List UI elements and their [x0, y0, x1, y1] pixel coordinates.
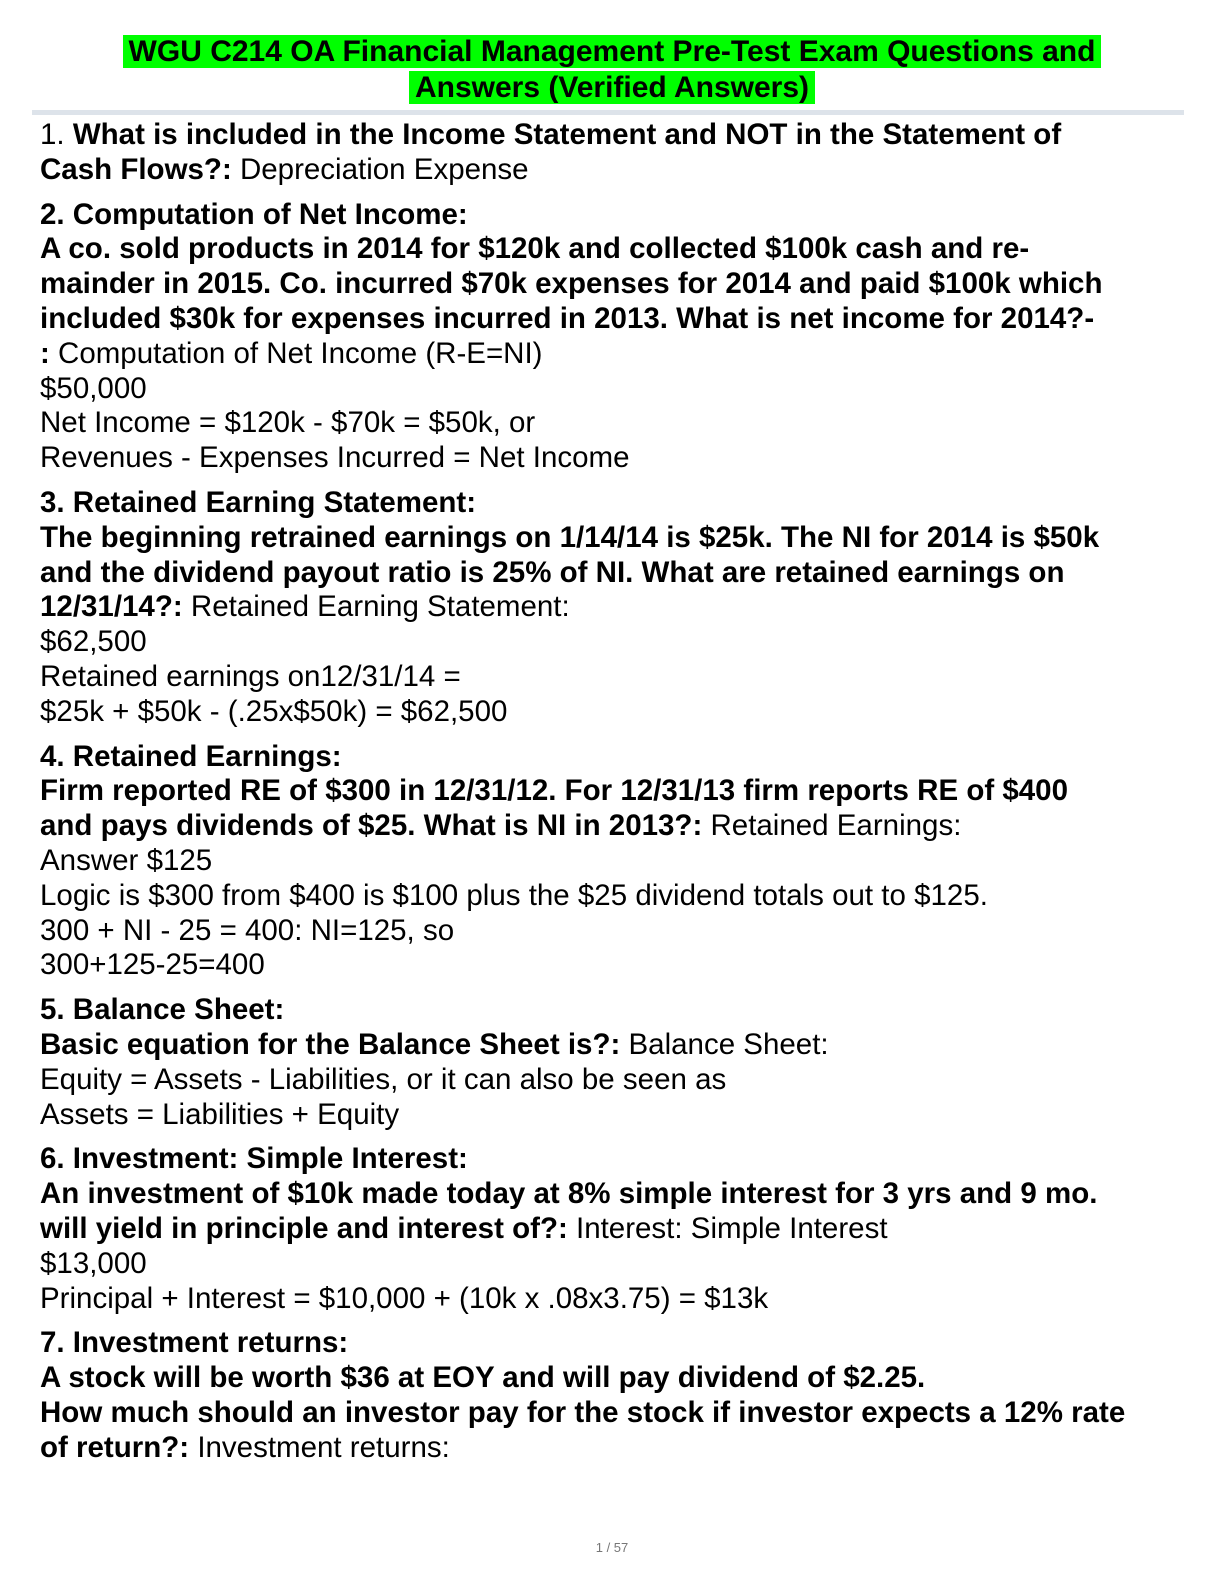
- qa-line: [40, 1326, 1184, 1361]
- question-text: included $30k for expenses incurred in 2013. What is net income for 2014?-: [40, 301, 1095, 335]
- answer-text: Interest: Simple Interest: [567, 1211, 888, 1245]
- question-text: A stock will be worth $36 at EOY and will pay dividend of $2.25.: [40, 1361, 926, 1395]
- question-list: [40, 118, 1184, 1475]
- qa-line: [40, 1098, 1184, 1133]
- answer-text: Investment returns:: [189, 1430, 450, 1464]
- qa-line: [40, 521, 1184, 556]
- qa-line: [40, 625, 1184, 660]
- qa-line: [40, 1282, 1184, 1317]
- qa-item: [40, 993, 1184, 1132]
- page-indicator: 1 / 57: [595, 1540, 629, 1555]
- answer-text: $25k + $50k - (.25x$50k) = $62,500: [40, 694, 508, 728]
- qa-item: [40, 118, 1184, 188]
- question-text: Firm reported RE of $300 in 12/31/12. For 12/31/13 firm reports RE of $400: [40, 774, 1068, 808]
- qa-line: [40, 993, 1184, 1028]
- answer-text: Principal + Interest = $10,000 + (10k x .08x3.75) = $13k: [40, 1281, 769, 1315]
- answer-text: Logic is $300 from $400 is $100 plus the $25 dividend totals out to $125.: [40, 878, 988, 912]
- document-title-line-1: WGU C214 OA Financial Management Pre-Test Exam Questions and: [123, 35, 1102, 68]
- qa-line: [40, 590, 1184, 625]
- question-text: An investment of $10k made today at 8% simple interest for 3 yrs and 9 mo.: [40, 1177, 1098, 1211]
- document-title: [40, 34, 1184, 106]
- question-text: Basic equation for the Balance Sheet is?:: [40, 1027, 621, 1061]
- qa-line: [40, 774, 1184, 809]
- answer-text: Retained Earning Statement:: [182, 590, 570, 624]
- qa-line: [40, 948, 1184, 983]
- question-text: of return?:: [40, 1430, 190, 1464]
- qa-line: [40, 302, 1184, 337]
- qa-line: [40, 153, 1184, 188]
- qa-line: [40, 809, 1184, 844]
- qa-item: [40, 486, 1184, 730]
- answer-text: Retained earnings on12/31/14 =: [40, 659, 461, 693]
- qa-item: [40, 1326, 1184, 1465]
- question-text: 12/31/14?:: [40, 590, 183, 624]
- qa-line: [40, 406, 1184, 441]
- qa-line: [40, 232, 1184, 267]
- answer-text: Net Income = $120k - $70k = $50k, or: [40, 406, 536, 440]
- answer-text: Computation of Net Income (R-E=NI): [49, 336, 543, 370]
- qa-line: [40, 267, 1184, 302]
- qa-line: [40, 372, 1184, 407]
- qa-line: [40, 1361, 1184, 1396]
- question-text: mainder in 2015. Co. incurred $70k expenses for 2014 and paid $100k which: [40, 267, 1103, 301]
- qa-line: [40, 1396, 1184, 1431]
- qa-line: [40, 1212, 1184, 1247]
- answer-text: $50,000: [40, 371, 147, 405]
- document-title-line-2: Answers (Verified Answers): [409, 71, 815, 104]
- qa-line: [40, 556, 1184, 591]
- qa-line: [40, 1431, 1184, 1466]
- qa-line: [40, 337, 1184, 372]
- answer-text: 300 + NI - 25 = 400: NI=125, so: [40, 913, 455, 947]
- question-text: and pays dividends of $25. What is NI in 2013?:: [40, 809, 703, 843]
- question-text: 6. Investment: Simple Interest:: [40, 1142, 468, 1176]
- question-text: 5. Balance Sheet:: [40, 993, 285, 1027]
- question-text: How much should an investor pay for the stock if investor expects a 12% rate: [40, 1395, 1126, 1429]
- answer-text: Revenues - Expenses Incurred = Net Income: [40, 441, 630, 475]
- answer-text: Assets = Liabilities + Equity: [40, 1097, 400, 1131]
- question-text: A co. sold products in 2014 for $120k and collected $100k cash and re-: [40, 232, 1030, 266]
- question-text: 2. Computation of Net Income:: [40, 197, 468, 231]
- answer-text: 1.: [40, 118, 73, 151]
- qa-line: [40, 914, 1184, 949]
- qa-line: [40, 695, 1184, 730]
- question-text: 7. Investment returns:: [40, 1326, 349, 1360]
- answer-text: $13,000: [40, 1246, 147, 1280]
- answer-text: Balance Sheet:: [620, 1027, 829, 1061]
- question-text: The beginning retrained earnings on 1/14/14 is $25k. The NI for 2014 is $50k: [40, 520, 1100, 554]
- qa-line: [40, 740, 1184, 775]
- question-text: will yield in principle and interest of?:: [40, 1211, 568, 1245]
- title-divider: [32, 110, 1184, 115]
- question-text: 4. Retained Earnings:: [40, 739, 342, 773]
- qa-line: [40, 844, 1184, 879]
- qa-line: [40, 441, 1184, 476]
- qa-line: [40, 879, 1184, 914]
- qa-item: [40, 740, 1184, 984]
- qa-line: [40, 118, 1184, 153]
- qa-line: [40, 1142, 1184, 1177]
- answer-text: Equity = Assets - Liabilities, or it can also be seen as: [40, 1062, 727, 1096]
- answer-text: $62,500: [40, 625, 147, 659]
- qa-item: [40, 198, 1184, 476]
- qa-line: [40, 1028, 1184, 1063]
- answer-text: 300+125-25=400: [40, 948, 265, 982]
- question-text: 3. Retained Earning Statement:: [40, 485, 477, 519]
- qa-line: [40, 486, 1184, 521]
- answer-text: Depreciation Expense: [231, 152, 529, 186]
- qa-line: [40, 1063, 1184, 1098]
- question-text: and the dividend payout ratio is 25% of NI. What are retained earnings on: [40, 555, 1065, 589]
- qa-line: [40, 1247, 1184, 1282]
- answer-text: Retained Earnings:: [702, 809, 962, 843]
- qa-line: [40, 198, 1184, 233]
- question-text: :: [40, 336, 50, 370]
- question-text: What is included in the Income Statement and NOT in the Statement of: [72, 118, 1062, 151]
- answer-text: Answer $125: [40, 843, 213, 877]
- qa-line: [40, 660, 1184, 695]
- question-text: Cash Flows?:: [40, 152, 232, 186]
- qa-line: [40, 1177, 1184, 1212]
- qa-item: [40, 1142, 1184, 1316]
